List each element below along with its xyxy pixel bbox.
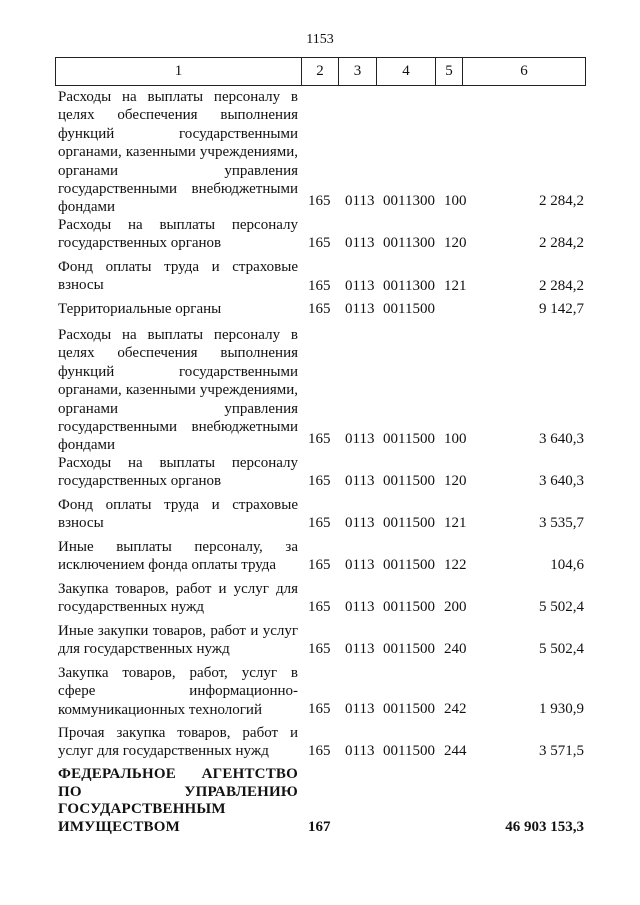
row-razdel: 0113 (345, 640, 375, 657)
row-description: Расходы на выплаты персоналу в целях обеспечения выполнения функций государственными органами, казенными учреждениями, органами управления государственными внебюджетными фондами (58, 89, 298, 216)
row-target-article: 0011300 (383, 277, 435, 294)
table-row (0, 496, 640, 532)
row-glava: 165 (308, 742, 331, 759)
table-row (0, 580, 640, 616)
row-description: Иные закупки товаров, работ и услуг для государственных нужд (58, 623, 298, 658)
row-target-article: 0011500 (383, 514, 435, 531)
row-expense-type: 100 (444, 192, 467, 209)
row-razdel: 0113 (345, 514, 375, 531)
row-target-article: 0011300 (383, 234, 435, 251)
row-expense-type: 244 (444, 742, 467, 759)
row-expense-type: 120 (444, 234, 467, 251)
row-amount: 2 284,2 (539, 192, 584, 209)
row-razdel: 0113 (345, 277, 375, 294)
row-amount: 3 535,7 (539, 514, 584, 531)
table-row (0, 538, 640, 574)
row-razdel: 0113 (345, 430, 375, 447)
row-description: Расходы на выплаты персоналу государственных органов (58, 455, 298, 490)
table-row (0, 216, 640, 252)
row-razdel: 0113 (345, 742, 375, 759)
row-amount: 9 142,7 (539, 300, 584, 317)
table-row (0, 300, 640, 318)
row-expense-type: 122 (444, 556, 467, 573)
table-row-total (0, 766, 640, 836)
row-description: Фонд оплаты труда и страховые взносы (58, 259, 298, 294)
row-glava: 165 (308, 430, 331, 447)
row-glava: 165 (308, 277, 331, 294)
row-amount: 3 571,5 (539, 742, 584, 759)
table-row (0, 724, 640, 760)
table-row (0, 258, 640, 295)
row-description: Фонд оплаты труда и страховые взносы (58, 497, 298, 532)
column-header-cell: 2 (302, 58, 339, 86)
column-header-row (56, 58, 586, 86)
column-header-cell: 4 (377, 58, 436, 86)
row-description: Закупка товаров, работ, услуг в сфере информационно-коммуникационных технологий (58, 665, 298, 718)
row-expense-type: 121 (444, 514, 467, 531)
row-razdel: 0113 (345, 192, 375, 209)
row-expense-type: 242 (444, 700, 467, 717)
column-header-table (55, 57, 586, 86)
row-target-article: 0011500 (383, 430, 435, 447)
row-target-article: 0011500 (383, 300, 435, 317)
row-razdel: 0113 (345, 234, 375, 251)
row-description: Закупка товаров, работ и услуг для государственных нужд (58, 581, 298, 616)
row-amount: 3 640,3 (539, 430, 584, 447)
row-amount: 5 502,4 (539, 598, 584, 615)
row-amount: 2 284,2 (539, 234, 584, 251)
table-row (0, 88, 640, 216)
row-expense-type: 240 (444, 640, 467, 657)
row-glava: 167 (308, 818, 331, 835)
row-expense-type: 121 (444, 277, 467, 294)
row-razdel: 0113 (345, 300, 375, 317)
row-target-article: 0011500 (383, 598, 435, 615)
column-header-cell: 3 (339, 58, 377, 86)
row-glava: 165 (308, 234, 331, 251)
row-amount: 2 284,2 (539, 277, 584, 294)
row-expense-type: 100 (444, 430, 467, 447)
row-glava: 165 (308, 300, 331, 317)
row-target-article: 0011500 (383, 472, 435, 489)
row-description: Расходы на выплаты персоналу государственных органов (58, 217, 298, 252)
row-glava: 165 (308, 514, 331, 531)
column-header-cell: 6 (463, 58, 586, 86)
row-razdel: 0113 (345, 556, 375, 573)
table-row (0, 326, 640, 454)
row-target-article: 0011500 (383, 700, 435, 717)
row-target-article: 0011500 (383, 556, 435, 573)
row-razdel: 0113 (345, 700, 375, 717)
row-description: ФЕДЕРАЛЬНОЕ АГЕНТСТВО ПО УПРАВЛЕНИЮ ГОСУДАРСТВЕННЫМ ИМУЩЕСТВОМ (58, 766, 298, 835)
row-amount: 46 903 153,3 (505, 818, 584, 835)
row-amount: 3 640,3 (539, 472, 584, 489)
table-row (0, 454, 640, 490)
row-description: Иные выплаты персоналу, за исключением фонда оплаты труда (58, 539, 298, 574)
row-expense-type: 120 (444, 472, 467, 489)
row-glava: 165 (308, 556, 331, 573)
row-amount: 1 930,9 (539, 700, 584, 717)
row-glava: 165 (308, 192, 331, 209)
row-description: Расходы на выплаты персоналу в целях обеспечения выполнения функций государственными органами, казенными учреждениями, органами управления государственными внебюджетными фондами (58, 327, 298, 454)
row-description: Территориальные органы (58, 301, 222, 317)
row-glava: 165 (308, 598, 331, 615)
table-row (0, 622, 640, 658)
page-number: 1153 (306, 32, 334, 47)
row-amount: 104,6 (550, 556, 584, 573)
column-header-cell: 5 (436, 58, 463, 86)
row-glava: 165 (308, 700, 331, 717)
row-expense-type: 200 (444, 598, 467, 615)
row-glava: 165 (308, 640, 331, 657)
row-amount: 5 502,4 (539, 640, 584, 657)
row-razdel: 0113 (345, 472, 375, 489)
row-target-article: 0011500 (383, 640, 435, 657)
row-target-article: 0011300 (383, 192, 435, 209)
column-header-cell: 1 (56, 58, 302, 86)
table-row (0, 664, 640, 718)
row-glava: 165 (308, 472, 331, 489)
row-razdel: 0113 (345, 598, 375, 615)
row-target-article: 0011500 (383, 742, 435, 759)
row-description: Прочая закупка товаров, работ и услуг для государственных нужд (58, 725, 298, 760)
